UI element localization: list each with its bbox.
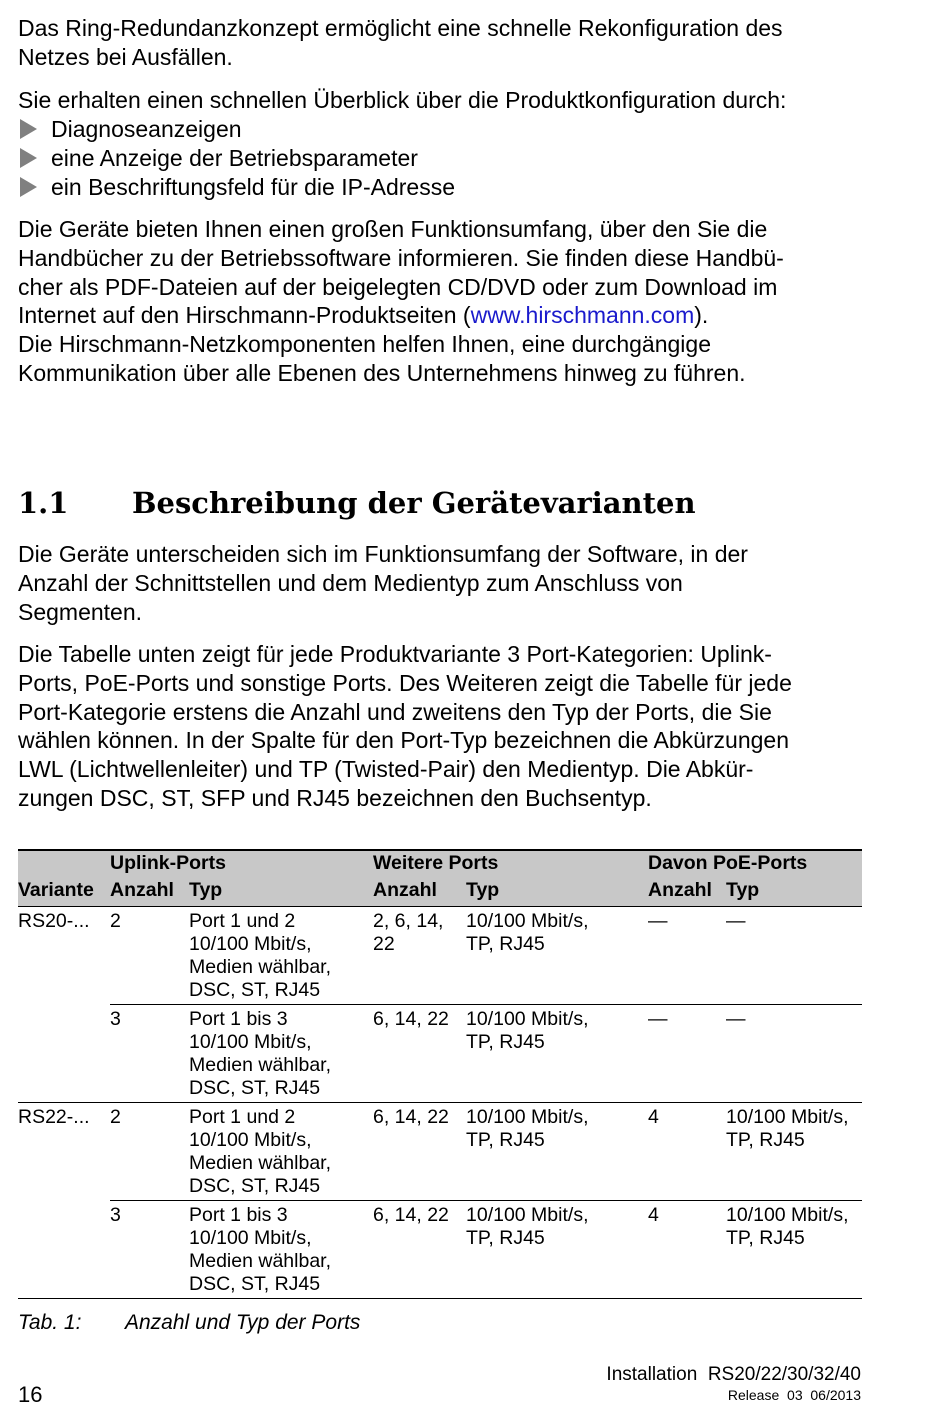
cell-poe-type: 10/100 Mbit/s, TP, RJ45 (726, 1201, 862, 1299)
header-other-ports: Weitere Ports (373, 850, 648, 879)
text-line: Ports, PoE-Ports und sonstige Ports. Des Weiteren zeigt die Tabelle für jede (18, 669, 792, 696)
header-count: Anzahl (373, 879, 466, 907)
bullet-list (18, 115, 868, 201)
text-line: LWL (Lichtwellenleiter) und TP (Twisted-Pair) den Medientyp. Die Abkür- (18, 756, 754, 783)
cell-other-count: 6, 14, 22 (373, 1201, 466, 1299)
list-item (18, 144, 868, 173)
text-line (18, 301, 868, 330)
text-line: Segmenten. (18, 598, 143, 625)
cell-variant (18, 1005, 110, 1103)
cell-uplink-count: 3 (110, 1005, 189, 1103)
text-segment: Internet auf den Hirschmann-Produktseiten ( (18, 302, 471, 329)
text-line: Netzes bei Ausfällen. (18, 43, 233, 70)
triangle-bullet-icon (20, 119, 37, 139)
header-type: Typ (466, 879, 648, 907)
header-count: Anzahl (648, 879, 726, 907)
table-row (18, 1005, 862, 1103)
cell-uplink-count: 2 (110, 907, 189, 1005)
ports-table (18, 849, 862, 1299)
cell-variant: RS22-... (18, 1106, 90, 1128)
text-line: Port-Kategorie erstens die Anzahl und zweitens den Typ der Ports, die Sie (18, 698, 772, 725)
text-line: Die Hirschmann-Netzkomponenten helfen Ihnen, eine durchgängige (18, 331, 711, 358)
header-cell-empty (18, 850, 110, 879)
footer-document-title: Installation RS20/22/30/32/40 (606, 1364, 861, 1385)
triangle-bullet-icon (20, 148, 37, 168)
cell-poe-type: — (726, 1005, 862, 1103)
table-row (18, 1201, 862, 1299)
cell-other-type: 10/100 Mbit/s, TP, RJ45 (466, 1201, 648, 1299)
cell-poe-count: 4 (648, 1103, 726, 1201)
cell-variant (18, 1201, 110, 1299)
triangle-bullet-icon (20, 177, 37, 197)
header-type: Typ (189, 879, 373, 907)
cell-other-count: 2, 6, 14, 22 (373, 907, 466, 1005)
list-item (18, 173, 868, 202)
list-item-label: eine Anzeige der Betriebsparameter (51, 144, 418, 171)
text-line: Kommunikation über alle Ebenen des Unternehmens hinweg zu führen. (18, 359, 746, 386)
cell-poe-type: — (726, 907, 862, 1005)
text-line: zungen DSC, ST, SFP und RJ45 bezeichnen den Buchsentyp. (18, 784, 652, 811)
caption-text: Anzahl und Typ der Ports (125, 1311, 361, 1334)
cell-other-type: 10/100 Mbit/s, TP, RJ45 (466, 907, 648, 1005)
cell-uplink-type: Port 1 und 2 10/100 Mbit/s, Medien wählbar, DSC, ST, RJ45 (189, 1103, 373, 1201)
text-line: Sie erhalten einen schnellen Überblick über die Produktkonfiguration durch: (18, 87, 787, 113)
table-row (18, 1103, 862, 1201)
list-item (18, 115, 868, 144)
cell-poe-type: 10/100 Mbit/s, TP, RJ45 (726, 1103, 862, 1201)
header-uplink-ports: Uplink-Ports (110, 850, 373, 879)
table-group-header-row (18, 850, 862, 879)
header-type: Typ (726, 879, 862, 907)
text-line: wählen können. In der Spalte für den Port-Typ bezeichnen die Abkürzungen (18, 727, 790, 754)
intro-paragraph-3 (18, 215, 868, 388)
hirschmann-link[interactable]: www.hirschmann.com (470, 302, 695, 329)
text-line: Handbücher zu der Betriebssoftware informieren. Sie finden diese Handbü- (18, 244, 784, 271)
header-poe-ports: Davon PoE-Ports (648, 850, 862, 879)
list-item-label: ein Beschriftungsfeld für die IP-Adresse (51, 173, 455, 200)
text-segment: ). (694, 302, 709, 329)
text-line: Anzahl der Schnittstellen und dem Medientyp zum Anschluss von (18, 569, 683, 596)
cell-other-count: 6, 14, 22 (373, 1005, 466, 1103)
text-line: Das Ring-Redundanzkonzept ermöglicht eine schnelle Rekonfiguration des (18, 15, 783, 41)
list-item-label: Diagnoseanzeigen (51, 116, 242, 142)
table-column-header-row (18, 879, 862, 907)
text-line: cher als PDF-Dateien auf der beigelegten CD/DVD oder zum Download im (18, 273, 778, 300)
section-heading (18, 485, 696, 521)
cell-uplink-count: 2 (110, 1103, 189, 1201)
text-line: Die Geräte unterscheiden sich im Funktionsumfang der Software, in der (18, 541, 748, 567)
table-caption (18, 1310, 360, 1336)
table-row (18, 907, 862, 1005)
section-paragraph-1 (18, 540, 868, 626)
cell-uplink-type: Port 1 und 2 10/100 Mbit/s, Medien wählbar, DSC, ST, RJ45 (189, 907, 373, 1005)
cell-poe-count: 4 (648, 1201, 726, 1299)
caption-label: Tab. 1: (18, 1311, 82, 1334)
cell-uplink-count: 3 (110, 1201, 189, 1299)
header-variant: Variante (18, 879, 110, 907)
cell-other-count: 6, 14, 22 (373, 1103, 466, 1201)
text-line: Die Tabelle unten zeigt für jede Produktvariante 3 Port-Kategorien: Uplink- (18, 641, 772, 667)
cell-poe-count: — (648, 1005, 726, 1103)
cell-uplink-type: Port 1 bis 3 10/100 Mbit/s, Medien wählbar, DSC, ST, RJ45 (189, 1201, 373, 1299)
section-number: 1.1 (18, 486, 69, 520)
section-title: Beschreibung der Gerätevarianten (132, 486, 696, 520)
section-paragraph-2 (18, 640, 868, 813)
cell-uplink-type: Port 1 bis 3 10/100 Mbit/s, Medien wählbar, DSC, ST, RJ45 (189, 1005, 373, 1103)
cell-other-type: 10/100 Mbit/s, TP, RJ45 (466, 1103, 648, 1201)
intro-paragraph-2 (18, 86, 868, 115)
cell-poe-count: — (648, 907, 726, 1005)
header-count: Anzahl (110, 879, 189, 907)
cell-variant: RS20-... (18, 910, 90, 932)
text-line: Die Geräte bieten Ihnen einen großen Funktionsumfang, über den Sie die (18, 216, 768, 242)
cell-other-type: 10/100 Mbit/s, TP, RJ45 (466, 1005, 648, 1103)
page-number: 16 (18, 1382, 43, 1407)
intro-paragraph-1 (18, 14, 868, 72)
footer-release: Release 03 06/2013 (727, 1387, 861, 1403)
